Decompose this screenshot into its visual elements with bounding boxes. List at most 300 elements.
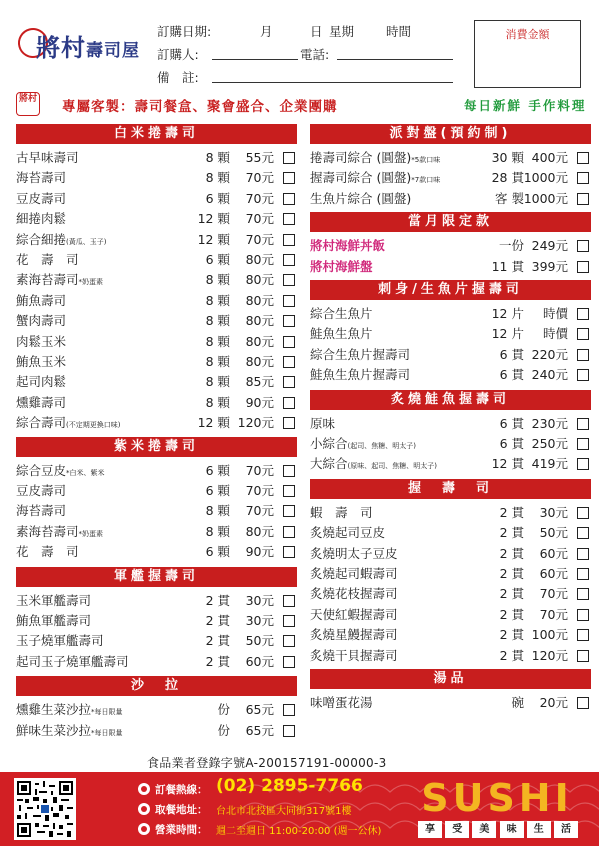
item-name <box>310 434 416 456</box>
item-price: 65元 <box>245 702 274 718</box>
item-quantity: 6 貫 <box>499 415 524 431</box>
menu-item[interactable] <box>310 257 591 277</box>
item-name-text: 素海苔壽司 <box>16 523 79 539</box>
item-quantity: 2 貫 <box>205 653 230 669</box>
item-quantity: 8 顆 <box>205 354 230 369</box>
item-price: 80元 <box>245 523 274 539</box>
section-header: 當月限定款 <box>310 212 591 232</box>
item-name <box>16 291 66 311</box>
item-note: *奶蛋素 <box>78 278 104 287</box>
item-quantity: 30 顆 <box>491 150 524 165</box>
order-checkbox[interactable] <box>283 336 295 348</box>
item-price: 249元 <box>531 238 568 254</box>
item-name-text: 握壽司綜合 (圓盤) <box>310 170 412 186</box>
orderer-field[interactable] <box>212 59 298 60</box>
item-note: *奶蛋素 <box>78 529 104 538</box>
menu-item[interactable] <box>310 646 591 666</box>
item-price: 80元 <box>245 333 274 349</box>
item-quantity: 12 片 <box>491 306 524 321</box>
item-name-text: 鮪魚軍艦壽司 <box>16 613 92 628</box>
item-name <box>310 304 373 324</box>
weekday-label: 星期 <box>329 24 355 39</box>
item-name <box>310 189 411 209</box>
order-checkbox[interactable] <box>577 193 589 205</box>
item-quantity: 6 顆 <box>205 190 230 206</box>
menu-item[interactable] <box>310 189 591 209</box>
order-checkbox[interactable] <box>577 172 589 184</box>
menu-item[interactable] <box>16 311 297 331</box>
order-checkbox[interactable] <box>283 485 295 497</box>
item-price: 85元 <box>245 374 274 390</box>
item-name-text: 綜合細捲 <box>16 231 67 247</box>
menu-item[interactable] <box>16 481 297 501</box>
item-name-text: 綜合生魚片握壽司 <box>310 346 411 362</box>
month-label: 月 <box>260 24 273 39</box>
item-name-text: 炙燒起司豆皮 <box>310 525 386 541</box>
menu-item[interactable] <box>310 168 591 188</box>
item-price: 80元 <box>245 313 274 329</box>
item-price: 1000元 <box>523 190 568 206</box>
item-name-text: 綜合生魚片 <box>310 306 373 321</box>
item-name <box>16 461 105 483</box>
order-checkbox[interactable] <box>577 650 589 662</box>
note-label: 備 註: <box>157 70 199 85</box>
item-name-text: 海苔壽司 <box>16 170 67 186</box>
item-name-text: 捲壽司綜合 (圓盤) <box>310 150 412 165</box>
item-price: 時價 <box>542 326 568 342</box>
item-price: 90元 <box>245 544 274 560</box>
item-price: 419元 <box>531 456 568 472</box>
hotline-number[interactable]: (02) 2895-7766 <box>216 776 363 796</box>
menu-item[interactable] <box>310 345 591 365</box>
order-checkbox[interactable] <box>283 526 295 538</box>
menu-item[interactable] <box>310 365 591 385</box>
item-quantity: 碗 <box>511 695 524 710</box>
item-name <box>310 148 440 170</box>
tagline-char: 享 <box>418 821 442 838</box>
section-header: 沙 拉 <box>16 676 297 696</box>
item-name-text: 細捲肉鬆 <box>16 211 67 227</box>
section-header: 白米捲壽司 <box>16 124 297 144</box>
item-price: 80元 <box>245 252 274 267</box>
order-checkbox[interactable] <box>577 507 589 519</box>
menu-item[interactable] <box>16 209 297 229</box>
menu-item[interactable] <box>16 631 297 651</box>
order-checkbox[interactable] <box>283 595 295 607</box>
item-name <box>16 631 104 651</box>
item-name <box>310 584 398 604</box>
menu-item[interactable] <box>16 522 297 542</box>
order-checkbox[interactable] <box>577 629 589 641</box>
item-note: *7款口味 <box>411 176 441 185</box>
item-price: 80元 <box>245 292 274 308</box>
menu-item[interactable] <box>16 270 297 290</box>
section-header: 湯品 <box>310 669 591 689</box>
order-checkbox[interactable] <box>577 418 589 430</box>
item-price: 65元 <box>245 722 274 738</box>
item-price: 400元 <box>531 150 568 165</box>
item-name <box>16 332 66 352</box>
item-quantity: 客 製 <box>495 190 524 206</box>
clock-icon <box>138 823 150 835</box>
item-quantity: 2 貫 <box>499 647 524 663</box>
menu-item[interactable] <box>310 454 591 474</box>
item-name <box>310 625 398 645</box>
menu-item[interactable] <box>310 544 591 564</box>
item-price: 120元 <box>237 415 274 431</box>
section-header: 炙燒鮭魚握壽司 <box>310 390 591 410</box>
item-quantity: 6 貫 <box>499 367 524 383</box>
order-checkbox[interactable] <box>577 308 589 320</box>
item-name <box>16 168 66 188</box>
item-name-text: 玉子燒軍艦壽司 <box>16 633 104 649</box>
item-name <box>16 209 66 229</box>
order-checkbox[interactable] <box>283 152 295 164</box>
item-name <box>16 189 66 209</box>
item-name <box>16 250 79 270</box>
menu-item[interactable] <box>310 304 591 324</box>
order-checkbox[interactable] <box>577 240 589 252</box>
menu-item[interactable] <box>16 352 297 372</box>
item-note: *白米、紫米 <box>66 468 105 477</box>
menu-item[interactable] <box>16 501 297 521</box>
item-name-text: 天使紅蝦握壽司 <box>310 606 398 622</box>
item-price: 90元 <box>245 394 274 410</box>
item-quantity: 12 貫 <box>491 456 524 472</box>
tagline-char: 美 <box>472 821 496 838</box>
item-quantity: 8 顆 <box>205 333 230 349</box>
item-name-text: 小綜合 <box>310 436 348 451</box>
item-name <box>310 168 440 190</box>
order-checkbox[interactable] <box>577 152 589 164</box>
business-hours: 週二至週日 11:00-20:00 (週一公休) <box>216 826 382 837</box>
item-price: 250元 <box>531 436 568 451</box>
order-checkbox[interactable] <box>577 438 589 450</box>
item-name-text: 玉米軍艦壽司 <box>16 592 92 608</box>
item-name <box>16 230 106 252</box>
order-checkbox[interactable] <box>577 261 589 273</box>
item-name-text: 豆皮壽司 <box>16 190 67 206</box>
item-name-text: 燻雞壽司 <box>16 394 67 410</box>
item-quantity: 6 顆 <box>205 252 230 267</box>
item-name <box>310 564 398 584</box>
location-icon <box>138 803 150 815</box>
item-quantity: 8 顆 <box>205 374 230 390</box>
item-quantity: 8 顆 <box>205 523 230 539</box>
item-price: 230元 <box>531 415 568 431</box>
item-name <box>310 544 398 564</box>
menu-item[interactable] <box>310 693 591 713</box>
menu-item[interactable] <box>310 584 591 604</box>
item-price: 70元 <box>245 462 274 478</box>
section-header: 紫米捲壽司 <box>16 437 297 457</box>
menu-item[interactable] <box>16 189 297 209</box>
item-name-text: 炙燒起司蝦壽司 <box>310 566 398 581</box>
section-header: 握 壽 司 <box>310 479 591 499</box>
item-price: 時價 <box>542 306 568 321</box>
item-price: 70元 <box>245 170 274 186</box>
item-name-text: 鮮味生菜沙拉 <box>16 722 92 738</box>
item-price: 60元 <box>245 653 274 669</box>
item-name-text: 燻雞生菜沙拉 <box>16 702 92 718</box>
menu-item[interactable] <box>310 564 591 584</box>
item-name <box>310 454 437 476</box>
item-name <box>16 393 66 413</box>
order-checkbox[interactable] <box>283 376 295 388</box>
order-checkbox[interactable] <box>283 234 295 246</box>
item-name-text: 炙燒明太子豆皮 <box>310 545 398 561</box>
item-note: *5款口味 <box>411 156 441 164</box>
item-name-text: 原味 <box>310 415 336 431</box>
menu-item[interactable] <box>16 332 297 352</box>
item-price: 50元 <box>245 633 274 649</box>
order-checkbox[interactable] <box>283 356 295 368</box>
logo-text: 將村壽司屋 <box>36 33 140 62</box>
order-checkbox[interactable] <box>577 588 589 600</box>
order-checkbox[interactable] <box>283 546 295 558</box>
order-date-label: 訂購日期: <box>157 24 212 39</box>
note-field[interactable] <box>212 82 453 83</box>
menu-item[interactable] <box>310 148 591 168</box>
menu-item[interactable] <box>16 168 297 188</box>
item-quantity: 2 貫 <box>205 633 230 649</box>
order-checkbox[interactable] <box>283 635 295 647</box>
menu-item[interactable] <box>310 236 591 256</box>
menu-item[interactable] <box>16 372 297 392</box>
tagline <box>418 821 578 839</box>
item-name <box>310 345 410 365</box>
menu-item[interactable] <box>16 230 297 250</box>
order-checkbox[interactable] <box>577 527 589 539</box>
item-quantity: 12 顆 <box>197 231 230 247</box>
order-checkbox[interactable] <box>577 609 589 621</box>
qr-code[interactable] <box>14 778 76 840</box>
item-price: 30元 <box>245 613 274 628</box>
phone-icon <box>138 783 150 795</box>
menu-item[interactable] <box>310 434 591 454</box>
item-name <box>310 365 410 385</box>
item-quantity: 12 片 <box>491 326 524 342</box>
item-price: 60元 <box>539 545 568 561</box>
order-checkbox[interactable] <box>283 397 295 409</box>
item-note: *每日限量 <box>91 728 123 737</box>
item-price: 120元 <box>531 647 568 663</box>
item-price: 30元 <box>245 592 274 608</box>
item-note: *每日限量 <box>91 708 123 717</box>
order-checkbox[interactable] <box>283 704 295 716</box>
menu-item[interactable] <box>16 461 297 481</box>
phone-field[interactable] <box>337 59 453 60</box>
item-quantity: 8 顆 <box>205 313 230 329</box>
item-name-text: 起司肉鬆 <box>16 374 67 390</box>
item-price: 1000元 <box>523 170 568 186</box>
order-checkbox[interactable] <box>577 369 589 381</box>
menu-item[interactable] <box>16 413 297 433</box>
order-checkbox[interactable] <box>283 656 295 668</box>
item-name-text: 將村海鮮盤 <box>310 258 373 274</box>
tagline-char: 味 <box>500 821 524 838</box>
item-name <box>16 611 91 631</box>
section-header: 軍艦握壽司 <box>16 567 297 587</box>
order-checkbox[interactable] <box>283 172 295 184</box>
slogan-bar <box>16 92 586 116</box>
item-price: 50元 <box>539 525 568 541</box>
tagline-char: 活 <box>554 821 578 838</box>
menu-item[interactable] <box>310 503 591 523</box>
item-price: 70元 <box>245 483 274 498</box>
item-note: (不定期更換口味) <box>66 421 121 430</box>
item-name <box>16 542 79 562</box>
item-note: (黃瓜、玉子) <box>66 237 107 246</box>
item-name-text: 味噌蛋花湯 <box>310 695 373 710</box>
item-quantity: 份 <box>217 702 230 718</box>
item-quantity: 2 貫 <box>499 627 524 643</box>
item-price: 240元 <box>531 367 568 383</box>
item-name-text: 綜合豆皮 <box>16 462 67 478</box>
menu-item[interactable] <box>16 148 297 168</box>
hotline-label: 訂餐熱線： <box>155 784 208 796</box>
menu-item[interactable] <box>310 414 591 434</box>
item-quantity: 2 貫 <box>499 525 524 541</box>
item-price: 80元 <box>245 272 274 288</box>
footer-banner <box>0 772 599 846</box>
item-quantity: 11 貫 <box>491 258 524 274</box>
item-quantity: 12 顆 <box>197 211 230 227</box>
item-name <box>16 481 66 501</box>
item-quantity: 6 貫 <box>499 436 524 451</box>
item-quantity: 6 顆 <box>205 544 230 560</box>
total-amount-box[interactable] <box>474 20 581 88</box>
item-price: 70元 <box>539 606 568 622</box>
order-checkbox[interactable] <box>283 193 295 205</box>
pickup-label: 取餐地址： <box>155 804 208 816</box>
item-name <box>310 523 385 543</box>
order-checkbox[interactable] <box>283 505 295 517</box>
menu-item[interactable] <box>16 611 297 631</box>
shop-logo <box>18 26 148 66</box>
item-name <box>310 693 373 713</box>
day-label: 日 <box>310 24 323 39</box>
order-checkbox[interactable] <box>577 458 589 470</box>
item-name-text: 古早味壽司 <box>16 150 79 165</box>
menu-item[interactable] <box>16 542 297 562</box>
item-name <box>310 414 335 434</box>
qr-code-icon <box>17 781 73 837</box>
stamp-icon: 將村 <box>16 92 40 116</box>
item-name-text: 炙燒星鰻握壽司 <box>310 627 398 643</box>
order-checkbox[interactable] <box>577 328 589 340</box>
item-quantity: 6 貫 <box>499 346 524 362</box>
order-checkbox[interactable] <box>577 548 589 560</box>
menu-item[interactable] <box>16 393 297 413</box>
menu-item[interactable] <box>310 523 591 543</box>
item-quantity: 8 顆 <box>205 150 230 165</box>
item-name-text: 生魚片綜合 (圓盤) <box>310 190 412 206</box>
item-name <box>16 311 66 331</box>
order-form-header <box>0 0 599 90</box>
item-quantity: 份 <box>217 722 230 738</box>
menu-item[interactable] <box>16 700 297 720</box>
tagline-char: 受 <box>445 821 469 838</box>
custom-order-slogan: 專屬客製：壽司餐盒、聚會盛合、企業團購 <box>62 99 338 115</box>
item-name <box>310 605 398 625</box>
order-checkbox[interactable] <box>283 725 295 737</box>
item-price: 220元 <box>531 346 568 362</box>
item-name-text: 蟹肉壽司 <box>16 313 67 329</box>
order-checkbox[interactable] <box>283 465 295 477</box>
menu-item[interactable] <box>16 250 297 270</box>
item-name <box>16 501 66 521</box>
order-checkbox[interactable] <box>283 295 295 307</box>
item-name-text: 綜合壽司 <box>16 415 67 431</box>
order-checkbox[interactable] <box>283 615 295 627</box>
item-name-text: 豆皮壽司 <box>16 483 67 498</box>
item-quantity: 2 貫 <box>205 592 230 608</box>
menu-item[interactable] <box>16 591 297 611</box>
item-quantity: 8 顆 <box>205 394 230 410</box>
menu-item[interactable] <box>16 721 297 741</box>
item-name <box>310 646 398 666</box>
order-checkbox[interactable] <box>283 315 295 327</box>
item-name-text: 海苔壽司 <box>16 503 67 519</box>
menu-item[interactable] <box>16 652 297 672</box>
menu-item[interactable] <box>310 625 591 645</box>
order-checkbox[interactable] <box>283 417 295 429</box>
order-checkbox[interactable] <box>283 213 295 225</box>
item-name-text: 鮭魚生魚片握壽司 <box>310 367 411 383</box>
item-name <box>16 270 103 292</box>
order-checkbox[interactable] <box>577 697 589 709</box>
item-quantity: 2 貫 <box>499 504 524 520</box>
item-name-text: 鮭魚生魚片 <box>310 326 373 342</box>
total-amount-label: 消費金額 <box>505 28 550 41</box>
item-price: 100元 <box>531 627 568 643</box>
item-price: 70元 <box>539 586 568 602</box>
order-checkbox[interactable] <box>577 349 589 361</box>
menu-item[interactable] <box>310 605 591 625</box>
menu-item[interactable] <box>310 324 591 344</box>
item-name-text: 炙燒干貝握壽司 <box>310 647 398 663</box>
item-name-text: 炙燒花枝握壽司 <box>310 586 398 602</box>
item-name <box>310 503 373 523</box>
order-checkbox[interactable] <box>577 568 589 580</box>
item-quantity: 8 顆 <box>205 292 230 308</box>
item-price: 70元 <box>245 503 274 519</box>
item-name <box>310 257 373 277</box>
item-name <box>16 700 123 722</box>
item-quantity: 12 顆 <box>197 415 230 431</box>
fresh-slogan: 每日新鮮 手作料理 <box>464 98 587 113</box>
item-quantity: 2 貫 <box>205 613 230 628</box>
order-checkbox[interactable] <box>283 254 295 266</box>
item-quantity: 2 貫 <box>499 586 524 602</box>
item-name <box>16 352 66 372</box>
item-quantity: 一份 <box>498 238 524 254</box>
section-header: 派對盤(預約制) <box>310 124 591 144</box>
item-price: 20元 <box>539 695 568 710</box>
item-name <box>16 148 79 168</box>
order-checkbox[interactable] <box>283 274 295 286</box>
menu-item[interactable] <box>16 291 297 311</box>
item-quantity: 2 貫 <box>499 606 524 622</box>
item-name <box>310 236 385 256</box>
item-price: 70元 <box>245 190 274 206</box>
item-price: 55元 <box>245 150 274 165</box>
item-name-text: 素海苔壽司 <box>16 272 79 288</box>
item-name <box>16 522 103 544</box>
item-quantity: 6 顆 <box>205 483 230 498</box>
item-name <box>16 721 123 743</box>
